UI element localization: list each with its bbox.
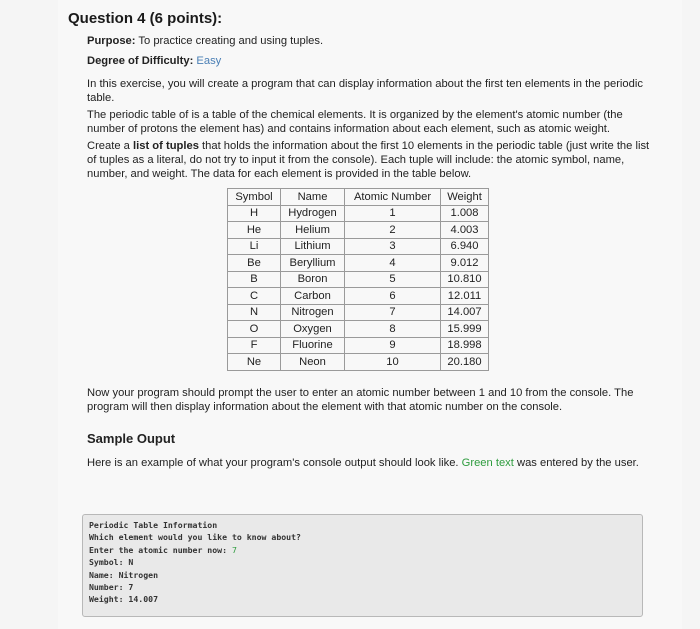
cell-weight: 4.003: [441, 222, 489, 239]
question-content: [87, 34, 652, 473]
console-user-input: 7: [231, 544, 237, 555]
console-line: [89, 544, 636, 556]
table-header-row: [228, 189, 489, 206]
cell-atomic-number: 1: [345, 205, 441, 222]
sample-heading: Sample Ouput: [87, 430, 176, 446]
cell-weight: 12.011: [441, 288, 489, 305]
question-title: Question 4 (6 points):: [68, 10, 223, 27]
cell-name: Hydrogen: [281, 205, 345, 222]
cell-name: Boron: [281, 271, 345, 288]
sample-paragraph: [87, 456, 652, 470]
cell-atomic-number: 4: [345, 255, 441, 272]
cell-atomic-number: 7: [345, 304, 441, 321]
cell-symbol: Be: [228, 255, 281, 272]
create-bold: list of tuples: [133, 140, 199, 152]
intro-paragraph: In this exercise, you will create a program that can display information about the first ten elements in the periodic table.: [87, 78, 643, 104]
cell-atomic-number: 2: [345, 222, 441, 239]
cell-atomic-number: 5: [345, 271, 441, 288]
cell-name: Carbon: [281, 288, 345, 305]
header-symbol: Symbol: [228, 189, 281, 206]
cell-weight: 10.810: [441, 271, 489, 288]
create-prefix: Create a: [87, 140, 134, 152]
sample-green: Green text: [461, 456, 514, 469]
cell-weight: 20.180: [441, 354, 489, 371]
cell-weight: 14.007: [441, 304, 489, 321]
console-line: Which element would you like to know about?: [89, 532, 301, 543]
header-atomic-number: Atomic Number: [345, 189, 441, 206]
cell-symbol: H: [228, 205, 281, 222]
console-line: Name: Nitrogen: [89, 569, 159, 580]
cell-atomic-number: 10: [345, 354, 441, 371]
purpose-line: [87, 34, 652, 48]
cell-name: Helium: [281, 222, 345, 239]
table-row: [228, 238, 489, 255]
console-line: Periodic Table Information: [89, 520, 218, 530]
cell-symbol: B: [228, 271, 281, 288]
sample-prefix: Here is an example of what your program's console output should look like.: [87, 456, 462, 469]
cell-name: Lithium: [281, 238, 345, 255]
cell-atomic-number: 6: [345, 288, 441, 305]
cell-symbol: O: [228, 321, 281, 338]
sample-suffix: was entered by the user.: [513, 456, 639, 469]
difficulty-value: Easy: [196, 55, 222, 67]
difficulty-line: [87, 54, 652, 68]
table-row: [228, 255, 489, 272]
cell-name: Oxygen: [281, 321, 345, 338]
purpose-text: To practice creating and using tuples.: [138, 35, 324, 47]
table-row: [228, 321, 489, 338]
elements-table: [227, 188, 489, 371]
table-row: [228, 337, 489, 354]
header-name: Name: [281, 189, 345, 206]
cell-name: Beryllium: [281, 255, 345, 272]
table-row: [228, 271, 489, 288]
difficulty-label: Degree of Difficulty:: [87, 55, 194, 67]
cell-name: Neon: [281, 354, 345, 371]
cell-name: Fluorine: [281, 337, 345, 354]
cell-symbol: F: [228, 337, 281, 354]
console-line: Weight: 14.007: [89, 594, 159, 605]
cell-symbol: C: [228, 288, 281, 305]
cell-atomic-number: 3: [345, 238, 441, 255]
after-paragraph: Now your program should prompt the user to enter an atomic number between 1 and 10 from the console. The program will then display information about the element with that atomic number on the console.: [87, 386, 634, 413]
create-paragraph: [87, 139, 652, 181]
table-row: [228, 288, 489, 305]
table-row: [228, 205, 489, 222]
table-row: [228, 304, 489, 321]
purpose-label: Purpose:: [87, 35, 136, 47]
table-row: [228, 222, 489, 239]
cell-name: Nitrogen: [281, 304, 345, 321]
cell-weight: 1.008: [441, 205, 489, 222]
cell-symbol: Li: [228, 238, 281, 255]
console-line: Symbol: N: [89, 557, 134, 568]
cell-weight: 15.999: [441, 321, 489, 338]
header-weight: Weight: [441, 189, 489, 206]
periodic-paragraph: The periodic table of is a table of the chemical elements. It is organized by the element's atomic number (the number of protons the element has) and contains information about each element, such as atomic weight.: [87, 109, 623, 135]
cell-weight: 6.940: [441, 238, 489, 255]
cell-symbol: Ne: [228, 354, 281, 371]
cell-weight: 18.998: [441, 337, 489, 354]
cell-symbol: N: [228, 304, 281, 321]
cell-weight: 9.012: [441, 255, 489, 272]
create-suffix: that holds the information about the first 10 elements in the periodic table (just write the list of tuples as a literal, do not try to input it from the console). Each tuple will include: the atomic symbol, name, number, and weight. The data for each element is provided in the table below.: [87, 140, 650, 180]
console-prompt: Enter the atomic number now:: [89, 544, 232, 555]
cell-symbol: He: [228, 222, 281, 239]
cell-atomic-number: 8: [345, 321, 441, 338]
console-output: [82, 514, 643, 617]
cell-atomic-number: 9: [345, 337, 441, 354]
table-row: [228, 354, 489, 371]
console-line: Number: 7: [89, 582, 134, 593]
